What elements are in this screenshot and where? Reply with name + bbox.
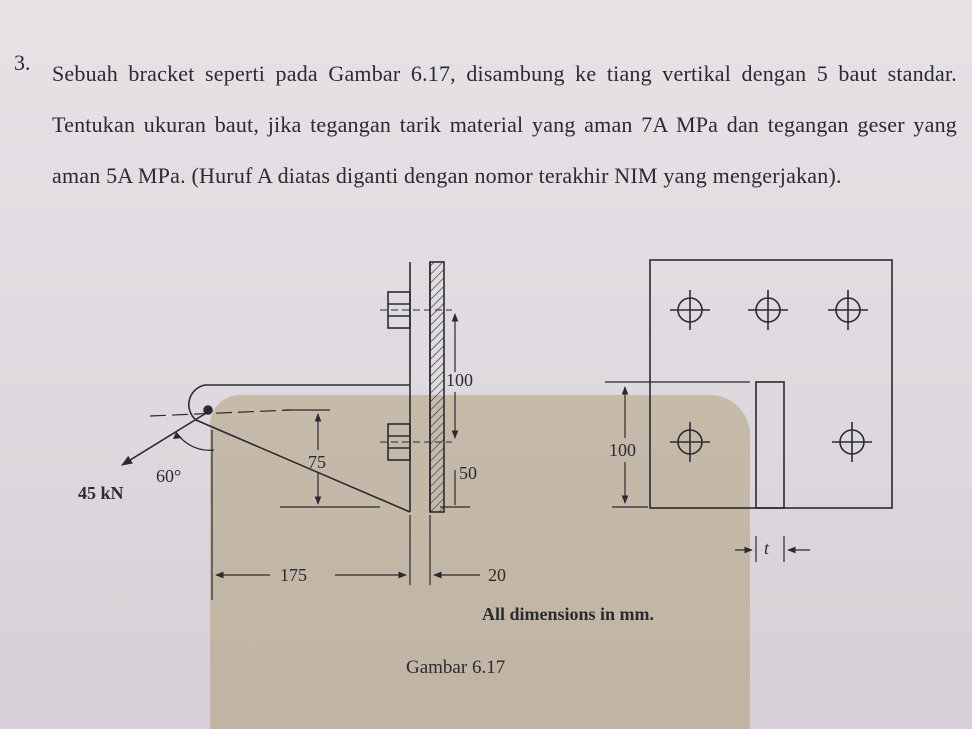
dim-175: 175 bbox=[280, 565, 307, 585]
dim-50: 50 bbox=[459, 463, 477, 483]
front-plate bbox=[650, 260, 892, 508]
dimensions-note: All dimensions in mm. bbox=[482, 604, 655, 624]
angle-label: 60° bbox=[156, 466, 182, 486]
vertical-post bbox=[430, 262, 444, 512]
figure-caption: Gambar 6.17 bbox=[406, 657, 506, 678]
side-view bbox=[122, 262, 480, 600]
bolt-hole-3 bbox=[828, 290, 868, 330]
bolt-hole-5 bbox=[832, 422, 872, 462]
load-label: 45 kN bbox=[78, 483, 124, 503]
load-arrow bbox=[122, 412, 208, 465]
problem-text: Sebuah bracket seperti pada Gambar 6.17, disambung ke tiang vertikal dengan 5 baut standar. Tentukan ukuran baut, jika tegangan tarik material yang aman 7A MPa dan tegangan geser yang aman 5A MPa. (Huruf A diatas diganti dengan nomor terakhir NIM yang mengerjakan). bbox=[52, 61, 957, 188]
bolt-hole-2 bbox=[748, 290, 788, 330]
dim-100-side: 100 bbox=[446, 370, 473, 390]
bracket-arm bbox=[189, 385, 410, 512]
bolt-hole-4 bbox=[670, 422, 710, 462]
front-view bbox=[605, 260, 892, 562]
bracket-web bbox=[756, 382, 784, 508]
problem-number: 3. bbox=[14, 50, 31, 75]
dim-75: 75 bbox=[308, 452, 326, 472]
dim-100-front: 100 bbox=[609, 440, 636, 460]
dim-20: 20 bbox=[488, 565, 506, 585]
dim-t: t bbox=[764, 538, 770, 558]
bolt-hole-1 bbox=[670, 290, 710, 330]
